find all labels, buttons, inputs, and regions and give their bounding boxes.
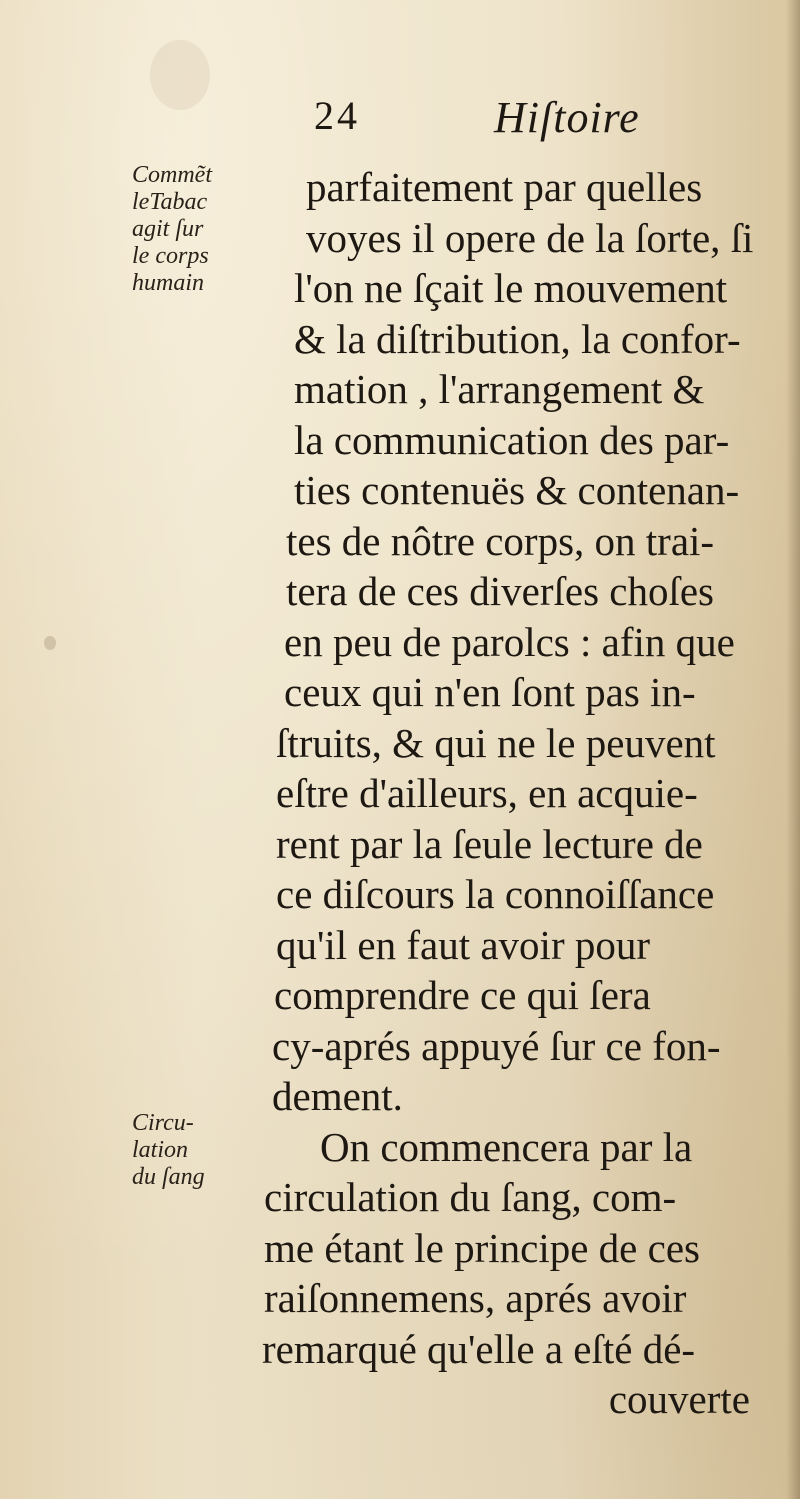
text-line: voyes il opere de la ſorte, ſi bbox=[306, 214, 754, 261]
margin-note-line: Circu- bbox=[132, 1110, 194, 1136]
running-head: Hiſtoire bbox=[494, 93, 640, 142]
text-line: tera de ces diverſes choſes bbox=[286, 568, 715, 614]
text-line: me étant le principe de ces bbox=[264, 1224, 700, 1271]
text-line: cy-aprés appuyé ſur ce fon- bbox=[272, 1022, 721, 1069]
text-line: eſtre d'ailleurs, en acquie- bbox=[276, 770, 698, 816]
text-line: On commencera par la bbox=[320, 1123, 693, 1170]
text-line: ceux qui n'en ſont pas in- bbox=[284, 669, 696, 715]
text-line: qu'il en faut avoir pour bbox=[276, 921, 651, 968]
margin-note-line: Commẽt bbox=[132, 162, 212, 188]
text-line: remarqué qu'elle a eſté dé- bbox=[262, 1325, 696, 1372]
text-line: l'on ne ſçait le mouvement bbox=[294, 265, 728, 311]
page-number: 24 bbox=[314, 93, 360, 138]
margin-note-line: leTabac bbox=[132, 189, 208, 215]
margin-note-line: du ſang bbox=[132, 1164, 205, 1190]
text-line: & la diſtribution, la confor- bbox=[294, 315, 741, 362]
text-line: rent par la ſeule lecture de bbox=[276, 820, 703, 867]
margin-note-line: humain bbox=[132, 270, 204, 296]
text-line: circulation du ſang, com- bbox=[264, 1174, 677, 1220]
catchword: couverte bbox=[608, 1376, 750, 1422]
ink-spot bbox=[44, 636, 56, 650]
margin-note-line: le corps bbox=[132, 243, 209, 269]
text-line: ties contenuës & contenan- bbox=[294, 467, 740, 513]
text-line: parfaitement par quelles bbox=[306, 164, 703, 210]
text-line: la communication des par- bbox=[294, 416, 730, 463]
body-text bbox=[262, 162, 794, 1425]
text-line: ce diſcours la connoiſſance bbox=[276, 871, 715, 917]
paper-stain bbox=[150, 40, 210, 110]
text-line: dement. bbox=[272, 1073, 403, 1119]
margin-note-line: agit ſur bbox=[132, 216, 204, 242]
text-line: mation , l'arrangement & bbox=[294, 366, 705, 412]
text-line: raiſonnemens, aprés avoir bbox=[264, 1275, 687, 1321]
text-line: tes de nôtre corps, on trai- bbox=[286, 517, 715, 564]
margin-note-line: lation bbox=[132, 1137, 189, 1163]
text-line: en peu de parolcs : afin que bbox=[284, 618, 735, 665]
text-line: ſtruits, & qui ne le peuvent bbox=[276, 719, 716, 766]
text-line: comprendre ce qui ſera bbox=[274, 972, 651, 1018]
page-header bbox=[308, 92, 688, 152]
